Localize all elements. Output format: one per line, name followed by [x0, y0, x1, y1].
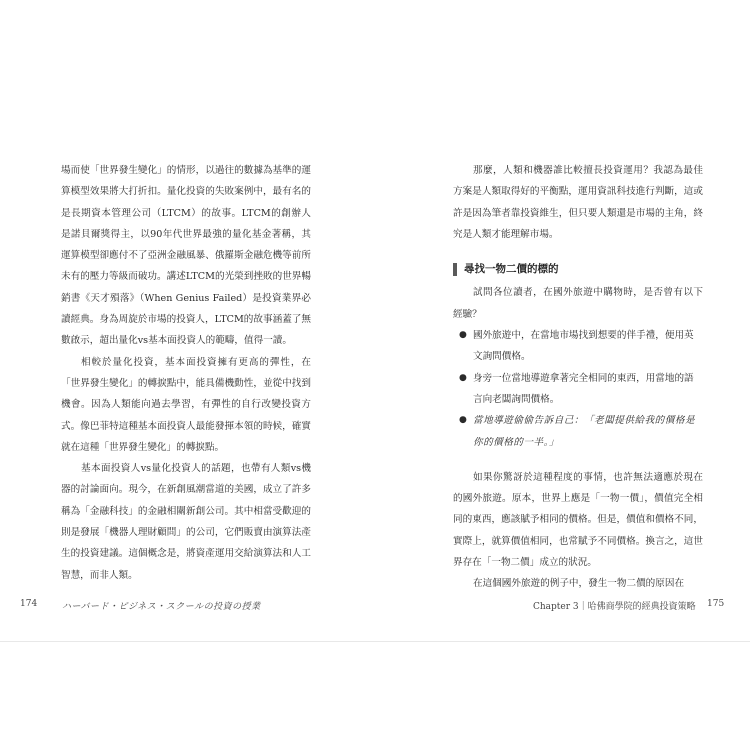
- right-intro-paragraph: 那麼，人類和機器誰比較擅長投資運用？我認為最佳方案是人類取得好的平衡點，運用資訊科技進行判斷，這或許是因為筆者靠投資維生，但只要人類還是市場的主角，終究是人類才能理解市場。: [453, 165, 703, 240]
- left-page-body: [61, 160, 311, 586]
- list-item: [453, 410, 703, 453]
- right-running-head: Chapter 3｜哈佛商學院的經典投資策略: [533, 602, 696, 612]
- right-paragraph-1: 如果你驚訝於這種程度的事情，也許無法適應於現在的國外旅遊。原本，世界上應是「一物一價」，價值完全相同的東西，應該賦予相同的價格。但是，價值和價格不同，實際上，就算價值相同，也常賦予不同價格。換言之，這世界存在「一物二價」成立的狀況。: [453, 471, 703, 569]
- right-paragraph-2: 在這個國外旅遊的例子中，發生一物二價的原因在: [473, 578, 685, 590]
- section-intro-paragraph: 試問各位讀者，在國外旅遊中購物時，是否曾有以下經驗？: [453, 287, 703, 320]
- bullet-text: 當地導遊偷偷告訴自己：「老闆提供給我的價格是你的價格的一半。」: [473, 415, 696, 448]
- bullet-icon: ●: [459, 372, 467, 383]
- left-paragraph-3: 基本面投資人vs量化投資人的話題，也帶有人類vs機器的討論面向。現今，在新創風潮當道的美國，成立了許多稱為「金融科技」的金融相關新創公司。其中相當受歡迎的則是發展「機器人理財顧問」的公司，它們販賣由演算法產生的投資建議。這個概念是，將資產運用交給演算法和人工智慧，而非人類。: [61, 463, 311, 581]
- right-page-body: [453, 160, 703, 595]
- list-item: [453, 368, 703, 411]
- left-page-number: 174: [20, 599, 38, 609]
- bullet-text: 身旁一位當地導遊拿著完全相同的東西，用當地的語言向老闆詢問價格。: [473, 372, 694, 405]
- section-heading: [453, 259, 703, 280]
- right-page-number: 175: [707, 599, 725, 609]
- list-item: [453, 325, 703, 368]
- page-edge-divider: [0, 641, 750, 642]
- left-paragraph-2: 相較於量化投資，基本面投資擁有更高的彈性，在「世界發生變化」的轉捩點中，能具備機動性，並從中找到機會。因為人類能向過去學習，有彈性的自行改變投資方式。像巴菲特這種基本面投資人最能發揮本領的時候，確實就在這種「世界發生變化」的轉捩點。: [61, 356, 311, 453]
- bullet-icon: ●: [459, 415, 467, 426]
- bullet-icon: ●: [459, 330, 467, 341]
- bullet-text: 國外旅遊中，在當地市場找到想要的伴手禮，便用英文詢問價格。: [473, 330, 694, 363]
- paragraph-spacer: [453, 453, 703, 467]
- section-heading-text: 尋找一物二價的標的: [464, 263, 559, 276]
- left-running-head: ハーバード・ビジネス・スクールの投資の授業: [62, 602, 261, 612]
- left-paragraph-1: 場而使「世界發生變化」的情形，以過往的數據為基準的運算模型效果將大打折扣。量化投資的失敗案例中，最有名的是長期資本管理公司（LTCM）的故事。LTCM的創辦人是諾貝爾獎得主，以90年代世界最強的量化基金著稱，其運算模型卻應付不了亞洲金融風暴、俄羅斯金融危機等前所未有的壓力等級而破功。講述LTCM的光榮到挫敗的世界暢銷書《天才殞落》（When Genius Failed）是投資業界必讀經典。身為周旋於市場的投資人，LTCM的故事涵蓋了無數啟示，超出量化vs基本面投資人的範疇，值得一讀。: [61, 165, 311, 347]
- heading-bar-icon: [453, 263, 457, 276]
- experience-bullet-list: [453, 325, 703, 453]
